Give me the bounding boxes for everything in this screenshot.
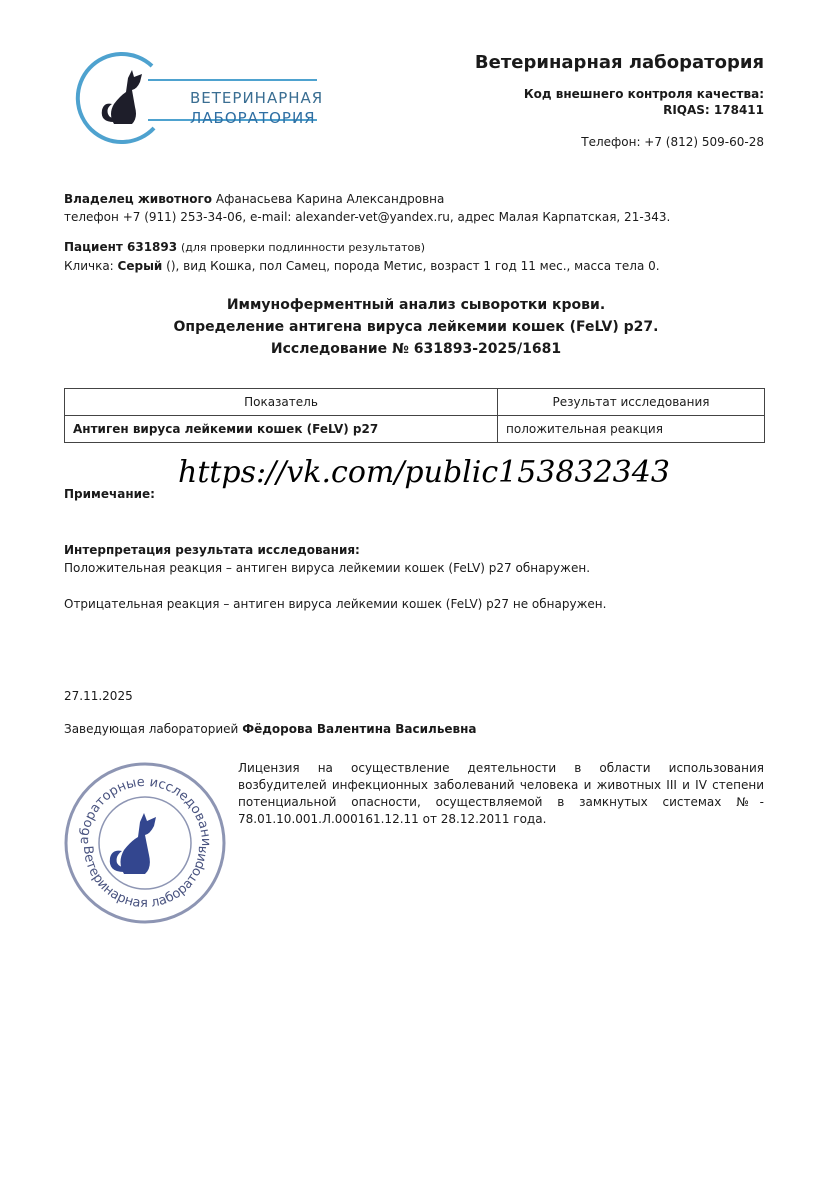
patient-details: (), вид Кошка, пол Самец, порода Метис, возраст 1 год 11 мес., масса тела 0. [162,259,660,273]
logo-line-2: ЛАБОРАТОРИЯ [190,109,316,127]
owner-label: Владелец животного [64,192,213,206]
logo-text [190,88,323,128]
owner-name: Афанасьева Карина Александровна [215,192,445,206]
table-header-row [65,389,765,416]
signature-name: Фёдорова Валентина Васильевна [242,722,477,736]
header-result: Результат исследования [498,389,765,416]
patient-block [64,238,784,275]
lab-phone: Телефон: +7 (812) 509-60-28 [581,135,764,149]
patient-note: (для проверки подлинности результатов) [180,241,426,254]
patient-nick: Серый [117,259,163,273]
qc-value: RIQAS: 178411 [663,103,764,117]
interpretation-negative: Отрицательная реакция – антиген вируса лейкемии кошек (FeLV) p27 не обнаружен. [64,597,607,611]
watermark-link: https://vk.com/public153832343 [178,455,670,490]
nick-label: Кличка: [64,259,118,273]
cat-icon [102,70,142,124]
stamp-bottom-text: Ветеринарная лаборатория [79,845,211,912]
results-table [64,388,765,443]
signature-line [64,722,477,736]
title-line-3: Исследование № 631893-2025/1681 [270,341,562,357]
lab-stamp [62,760,228,926]
row-result: положительная реакция [498,416,765,443]
row-parameter: Антиген вируса лейкемии кошек (FeLV) p27 [65,416,498,443]
title-line-2: Определение антигена вируса лейкемии кошек (FeLV) p27. [173,319,659,335]
patient-label: Пациент 631893 [64,240,178,254]
note-label: Примечание: [64,487,155,501]
interpretation-block [64,541,784,613]
quality-control [524,86,764,118]
title-line-1: Иммуноферментный анализ сыворотки крови. [226,297,606,313]
interpretation-positive: Положительная реакция – антиген вируса лейкемии кошек (FeLV) p27 обнаружен. [64,561,591,575]
interpretation-title: Интерпретация результата исследования: [64,543,360,557]
report-titles [0,294,832,360]
lab-title: Ветеринарная лаборатория [474,52,764,73]
owner-block [64,190,784,226]
owner-contacts: телефон +7 (911) 253-34-06, e-mail: alexander-vet@yandex.ru, адрес Малая Карпатская, 21-343. [64,210,671,224]
stamp-seal-icon [62,760,228,926]
signature-role: Заведующая лабораторией [64,722,239,736]
table-row [65,416,765,443]
header-parameter: Показатель [65,389,498,416]
license-text: Лицензия на осуществление деятельности в области использования возбудителей инфекционных заболеваний человека и животных III и IV степени потенциальной опасности, осуществляемой в замкнутых системах №- 78.01.10.001.Л.000161.12.11 от 28.12.2011 года. [238,761,764,826]
stamp-top-text: абораторные исследовани [76,774,214,847]
logo-line-1: ВЕТЕРИНАРНАЯ [190,89,324,107]
stamp-cat-icon [110,813,156,874]
qc-label: Код внешнего контроля качества: [523,87,764,101]
report-date: 27.11.2025 [64,689,133,703]
